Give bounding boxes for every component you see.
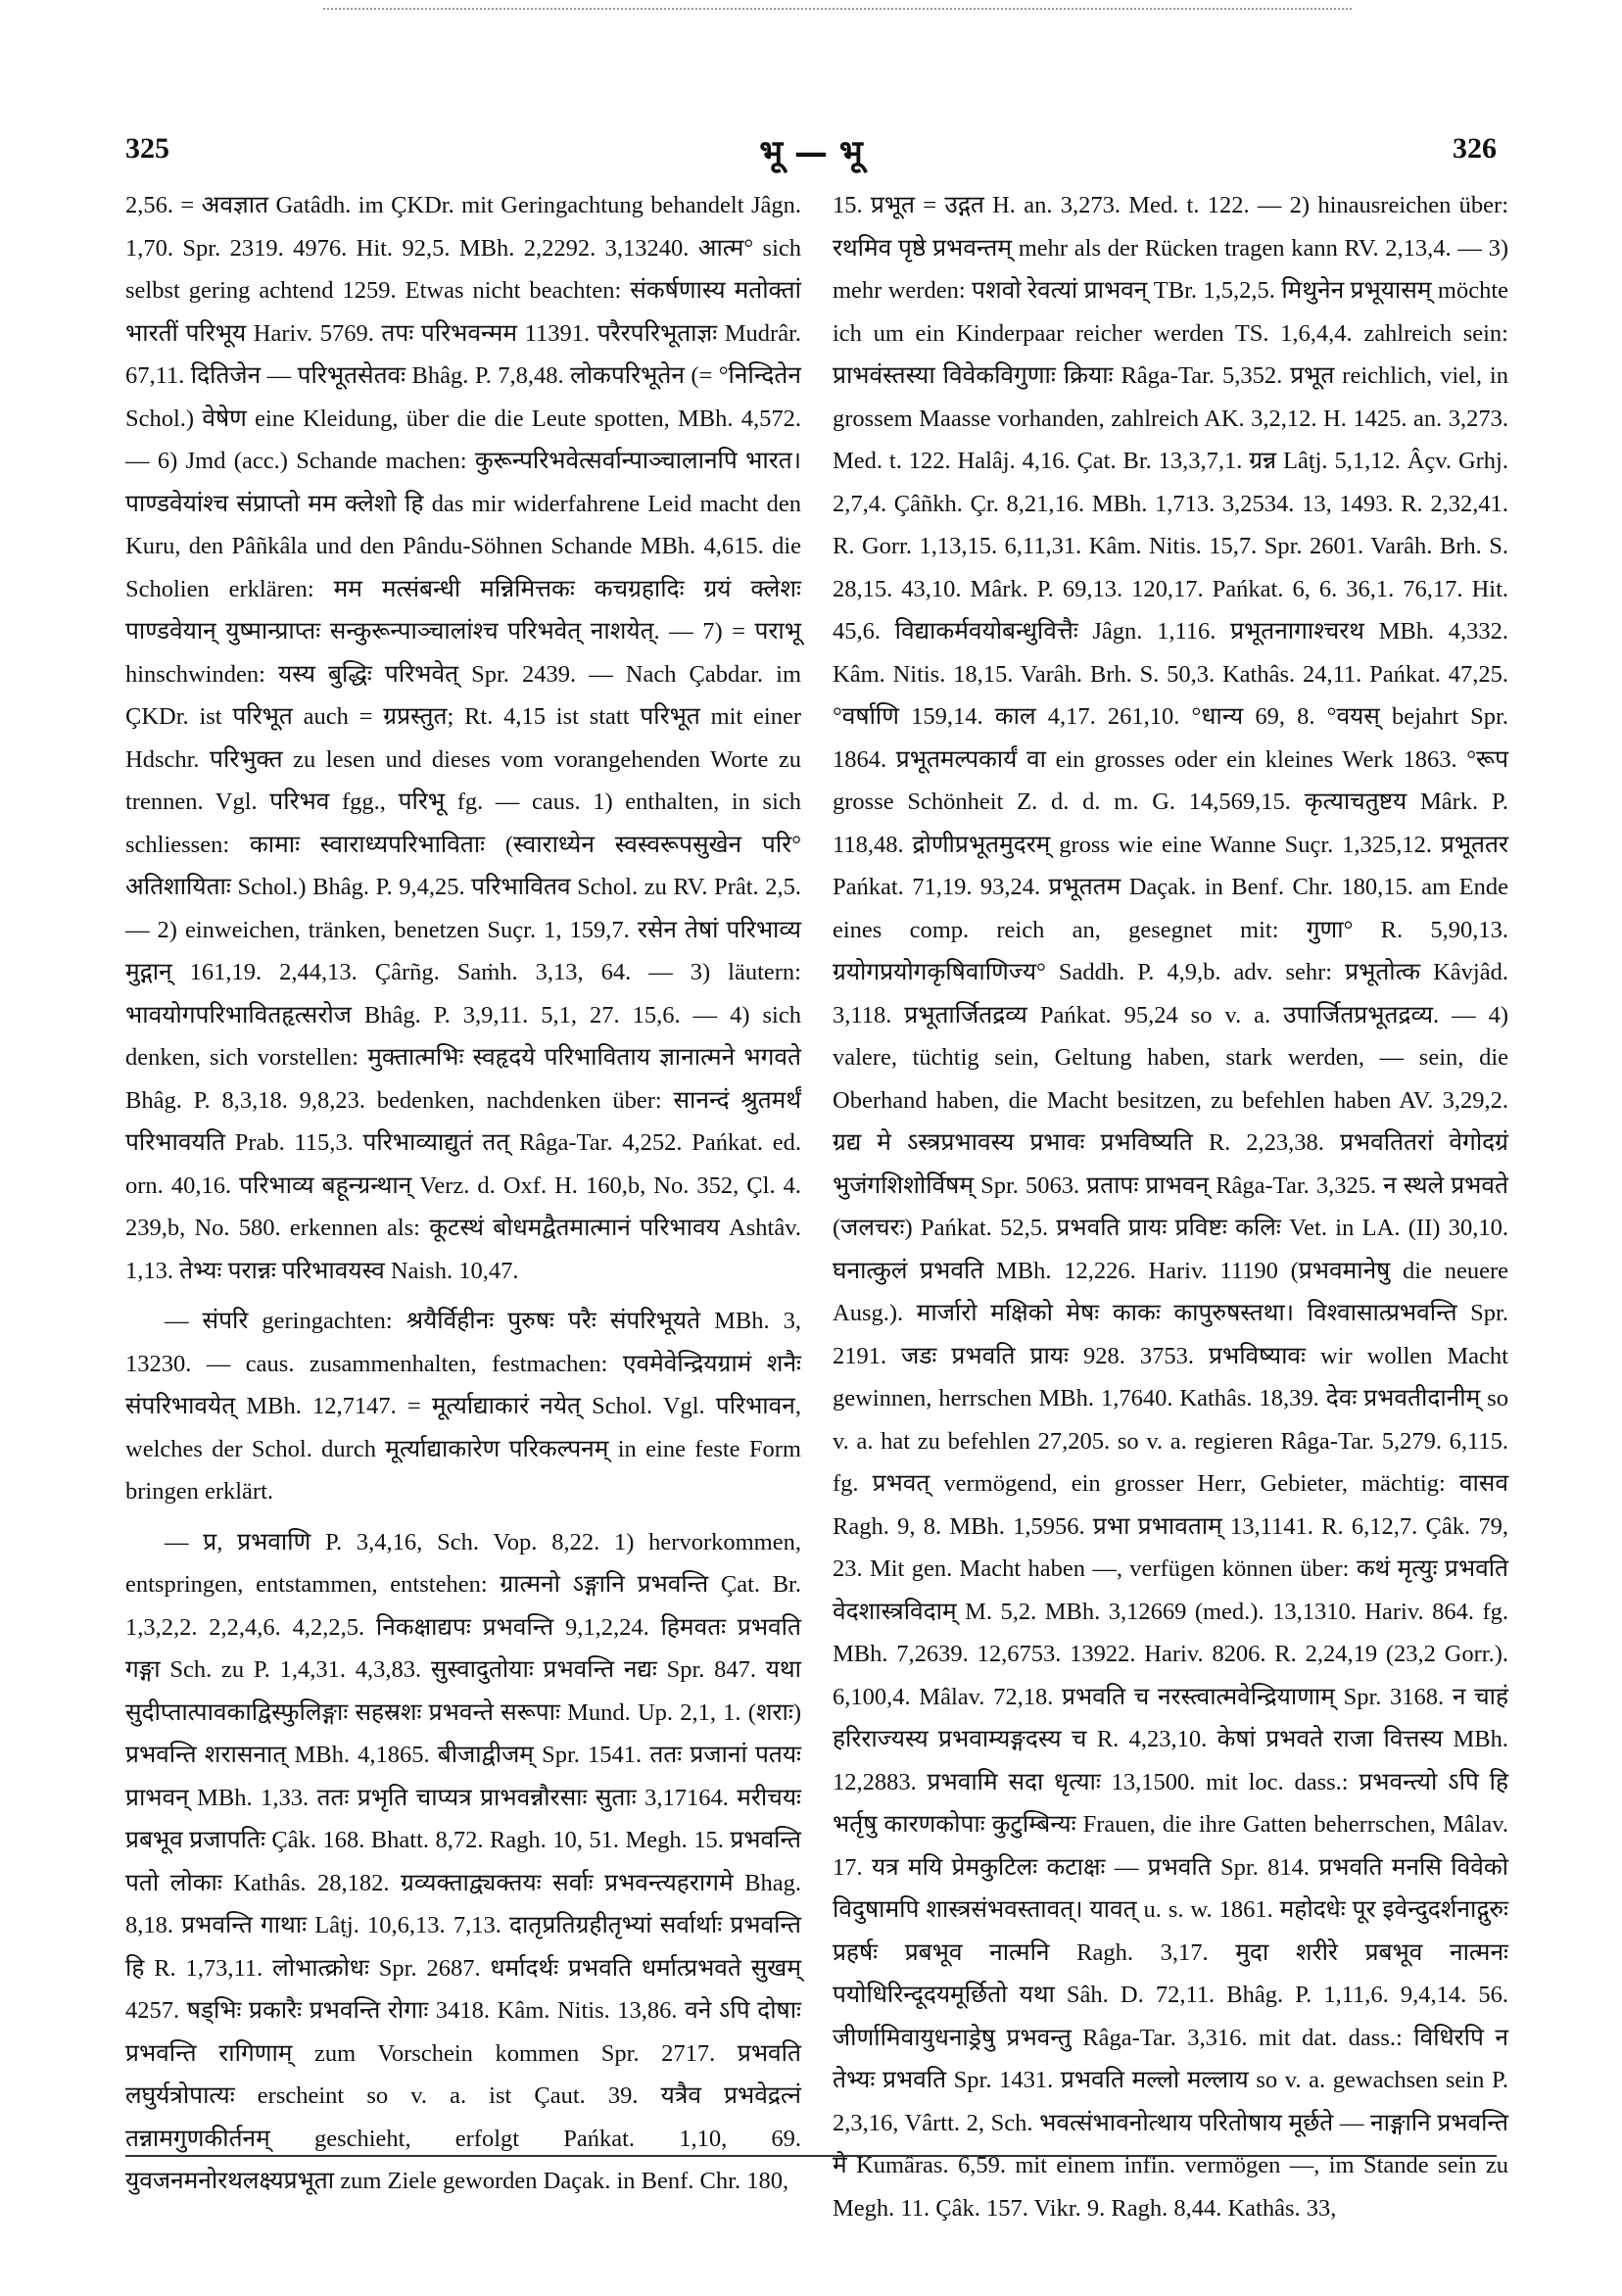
entry-paragraph: — प्र, प्रभवाणि P. 3,4,16, Sch. Vop. 8,22. 1) hervorkommen, entspringen, entstammen, entstehen: ग्रात्मनो ऽङ्गानि प्रभवन्ति Çat. Br. 1,3,2,2. 2,2,4,6. 4,2,2,5. निकक्षाद्यपः प्रभवन्ति 9,1,2,24. हिमवतः प्रभवति गङ्गा Sch. zu P. 1,4,31. 4,3,83. सुस्वादुतोयाः प्रभवन्ति नद्यः Spr. 847. यथा सुदीप्तात्पावकाद्विस्फुलिङ्गाः सहस्रशः प्रभवन्ते सरूपाः Mund. Up. 2,1, 1. (शराः) प्रभवन्ति शरासनात् MBh. 4,1865. बीजाद्वीजम् Spr. 1541. ततः प्रजानां पतयः प्राभवन् MBh. 1,33. ततः प्रभृति चाप्यत्र प्राभवन्नौरसाः सुताः 3,17164. मरीचयः प्रबभूव प्रजापतिः Çâk. 168. Bhatt. 8,72. Ragh. 10, 51. Megh. 15. प्रभवन्ति पतो लोकाः Kathâs. 28,182. ग्रव्यक्ताद्व्यक्तयः सर्वाः प्रभवन्त्यहरागमे Bhag. 8,18. प्रभवन्ति गाथाः Lâṭj. 10,6,13. 7,13. दातृप्रतिग्रहीतृभ्यां सर्वार्थाः प्रभवन्ति हि R. 1,73,11. लोभात्क्रोधः Spr. 2687. धर्मादर्थः प्रभवति धर्मात्प्रभवते सुखम् 4257. षड्भिः प्रकारैः प्रभवन्ति रोगाः 3418. Kâm. Nitis. 13,86. वने ऽपि दोषाः प्रभवन्ति रागिणाम् zum Vorschein kommen Spr. 2717. प्रभवति लघुर्यत्रोपात्यः erscheint so v. a. ist Çaut. 39. यत्रैव प्रभवेद्रत्नं तन्नामगुणकीर्तनम् geschieht, erfolgt Pańkat. 1,10, 69. युवजनमनोरथलक्ष्यप्रभूता zum Ziele geworden Daçak. in Benf. Chr. 180,	[125, 1528, 801, 2194]
bottom-rule	[125, 2155, 1497, 2157]
entry-paragraph: — संपरि geringachten: श्रयैर्विहीनः पुरुषः परैः संपरिभूयते MBh. 3, 13230. — caus. zusammenhalten, festmachen: एवमेवेन्द्रियग्रामं शनैः संपरिभावयेत् MBh. 12,7147. = मूर्त्याद्याकारं नयेत् Schol. Vgl. परिभावन, welches der Schol. durch मूर्त्याद्याकारेण परिकल्पनम् in eine feste Form bringen erklärt.	[125, 1308, 801, 1505]
page-number-left: 325	[125, 132, 169, 165]
scan-top-edge	[323, 8, 1352, 10]
page-header	[125, 132, 1497, 181]
right-column	[833, 184, 1508, 2222]
entry-paragraph: 15. प्रभूत = उद्गत H. an. 3,273. Med. t. 122. — 2) hinausreichen über: रथमिव पृष्ठे प्रभवन्तम् mehr als der Rücken tragen kann RV. 2,13,4. — 3) mehr werden: पशवो रेवत्यां प्राभवन् TBr. 1,5,2,5. मिथुनेन प्रभूयासम् möchte ich um ein Kinderpaar reicher werden TS. 1,6,4,4. zahlreich sein: प्राभवंस्तस्या विवेकविगुणाः क्रियाः Râga-Tar. 5,352. प्रभूत reichlich, viel, in grossem Maasse vorhanden, zahlreich AK. 3,2,12. H. 1425. an. 3,273. Med. t. 122. Halâj. 4,16. Çat. Br. 13,3,7,1. ग्रन्न Lâṭj. 5,1,12. Âçv. Grhj. 2,7,4. Çâñkh. Çr. 8,21,16. MBh. 1,713. 3,2534. 13, 1493. R. 2,32,41. R. Gorr. 1,13,15. 6,11,31. Kâm. Nitis. 15,7. Spr. 2601. Varâh. Brh. S. 28,15. 43,10. Mârk. P. 69,13. 120,17. Pańkat. 6, 6. 36,1. 76,17. Hit. 45,6. विद्याकर्मवयोबन्धुवित्तैः Jâgn. 1,116. प्रभूतनागाश्चरथ MBh. 4,332. Kâm. Nitis. 18,15. Varâh. Brh. S. 50,3. Kathâs. 24,11. Pańkat. 47,25. °वर्षाणि 159,14. काल 4,17. 261,10. °धान्य 69, 8. °वयस् bejahrt Spr. 1864. प्रभूतमल्पकार्यं वा ein grosses oder ein kleines Werk 1863. °रूप grosse Schönheit Z. d. d. m. G. 14,569,15. कृत्याचतुष्टय Mârk. P. 118,48. द्रोणीप्रभूतमुदरम् gross wie eine Wanne Suçr. 1,325,12. प्रभूततर Pańkat. 71,19. 93,24. प्रभूततम Daçak. in Benf. Chr. 180,15. am Ende eines comp. reich an, gesegnet mit: गुणा° R. 5,90,13. ग्रयोगप्रयोगकृषिवाणिज्य° Saddh. P. 4,9,b. adv. sehr: प्रभूतोत्क Kâvjâd. 3,118. प्रभूतार्जितद्रव्य Pańkat. 95,24 so v. a. उपार्जितप्रभूतद्रव्य. — 4) valere, tüchtig sein, Geltung haben, stark werden, — sein, die Oberhand haben, die Macht besitzen, zu befehlen haben AV. 3,29,2. ग्रद्य मे ऽस्त्रप्रभावस्य प्रभावः प्रभविष्यति R. 2,23,38. प्रभवतितरां वेगोदग्रं भुजंगशिशोर्विषम् Spr. 5063. प्रतापः प्राभवन् Râga-Tar. 3,325. न स्थले प्रभवते (जलचरः) Pańkat. 52,5. प्रभवति प्रायः प्रविष्टः कलिः Vet. in LA. (II) 30,10. घनात्कुलं प्रभवति MBh. 12,226. Hariv. 11190 (प्रभवमानेषु die neuere Ausg.). मार्जारो मक्षिको मेषः काकः कापुरुषस्तथा। विश्वासात्प्रभवन्ति Spr. 2191. जडः प्रभवति प्रायः 928. 3753. प्रभविष्यावः wir wollen Macht gewinnen, herrschen MBh. 1,7640. Kathâs. 18,39. देवः प्रभवतीदानीम् so v. a. hat zu befehlen 27,205. so v. a. regieren Râga-Tar. 5,279. 6,115. fg. प्रभवत् vermögend, ein grosser Herr, Gebieter, mächtig: वासव Ragh. 9, 8. MBh. 1,5956. प्रभा प्रभावताम् 13,1141. R. 6,12,7. Çâk. 79, 23. Mit gen. Macht haben —, verfügen können über: कथं मृत्युः प्रभवति वेदशास्त्रविदाम् M. 5,2. MBh. 3,12669 (med.). 13,1310. Hariv. 864. fg. MBh. 7,2639. 12,6753. 13922. Hariv. 8206. R. 2,24,19 (23,2 Gorr.). 6,100,4. Mâlav. 72,18. प्रभवति च नरस्त्वात्मवेन्द्रियाणाम् Spr. 3168. न चाहं हरिराज्यस्य प्रभवाम्यङ्गदस्य च R. 4,23,10. केषां प्रभवते राजा वित्तस्य MBh. 12,2883. प्रभवामि सदा धृत्याः 13,1500. mit loc. dass.: प्रभवन्त्यो ऽपि हि भर्तृषु कारणकोपाः कुटुम्बिन्यः Frauen, die ihre Gatten beherrschen, Mâlav. 17. यत्र मयि प्रेमकुटिलः कटाक्षः — प्रभवति Spr. 814. प्रभवति मनसि विवेको विदुषामपि शास्त्रसंभवस्तावत्। यावत् u. s. w. 1861. महोदधेः पूर इवेन्दुदर्शनाद्गुरुः प्रहर्षः प्रबभूव नात्मनि Ragh. 3,17. मुदा शरीरे प्रबभूव नात्मनः पयोधिरिन्दूदयमूर्छितो यथा Sâh. D. 72,11. Bhâg. P. 1,11,6. 9,4,14. 56. जीर्णामिवायुधनाड्रेषु प्रभवन्तु Râga-Tar. 3,316. mit dat. dass.: विधिरपि न तेभ्यः प्रभवति Spr. 1431. प्रभवति मल्लो मल्लाय so v. a. gewachsen sein P. 2,3,16, Vârtt. 2, Sch. भवत्संभावनोत्थाय परितोषाय मूर्छते — नाङ्गानि प्रभवन्ति मे Kumâras. 6,59. mit einem infin. vermögen —, im Stande sein zu Megh. 11. Çâk. 157. Vikr. 9. Ragh. 8,44. Kathâs. 33,	[833, 192, 1508, 2222]
page-number-right: 326	[1453, 132, 1497, 165]
running-headword: भू — भू	[759, 133, 863, 172]
entry-paragraph: 2,56. = अवज्ञात Gatâdh. im ÇKDr. mit Geringachtung behandelt Jâgn. 1,70. Spr. 2319. 4976. Hit. 92,5. MBh. 2,2292. 3,13240. आत्म° sich selbst gering achtend 1259. Etwas nicht beachten: संकर्षणास्य मतोक्तां भारतीं परिभूय Hariv. 5769. तपः परिभवन्मम 11391. परैरपरिभूताज्ञः Mudrâr. 67,11. दितिजेन — परिभूतसेतवः Bhâg. P. 7,8,48. लोकपरिभूतेन (= °निन्दितेन Schol.) वेषेण eine Kleidung, über die die Leute spotten, MBh. 4,572. — 6) Jmd (acc.) Schande machen: कुरून्परिभवेत्सर्वान्पाञ्चालानपि भारत। पाण्डवेयांश्च संप्राप्तो मम क्लेशो हि das mir widerfahrene Leid macht den Kuru, den Pâñkâla und den Pându-Söhnen Schande MBh. 4,615. die Scholien erklären: मम मत्संबन्धी मन्निमित्तकः कचग्रहादिः ग्रयं क्लेशः पाण्डवेयान् युष्मान्प्राप्तः सन्कुरून्पाञ्चालांश्च परिभवेत् नाशयेत्. — 7) = पराभू hinschwinden: यस्य बुद्धिः परिभवेत् Spr. 2439. — Nach Çabdar. im ÇKDr. ist परिभूत auch = ग्रप्रस्तुत; Rt. 4,15 ist statt परिभूत mit einer Hdschr. परिभुक्त zu lesen und dieses vom vorangehenden Worte zu trennen. Vgl. परिभव fgg., परिभू fg. — caus. 1) enthalten, in sich schliessen: कामाः स्वाराध्यपरिभाविताः (स्वाराध्येन स्वस्वरूपसुखेन परि° अतिशायिताः Schol.) Bhâg. P. 9,4,25. परिभावितव Schol. zu RV. Prât. 2,5. — 2) einweichen, tränken, benetzen Suçr. 1, 159,7. रसेन तेषां परिभाव्य मुद्गान् 161,19. 2,44,13. Çârñg. Saṁh. 3,13, 64. — 3) läutern: भावयोगपरिभावितहृत्सरोज Bhâg. P. 3,9,11. 5,1, 27. 15,6. — 4) sich denken, sich vorstellen: मुक्तात्मभिः स्वहृदये परिभाविताय ज्ञानात्मने भगवते Bhâg. P. 8,3,18. 9,8,23. bedenken, nachdenken über: सानन्दं श्रुतमर्थं परिभावयति Prab. 115,3. परिभाव्याद्युतं तत् Râga-Tar. 4,252. Pańkat. ed. orn. 40,16. परिभाव्य बहून्ग्रन्थान् Verz. d. Oxf. H. 160,b, No. 352, Çl. 4. 239,b, No. 580. erkennen als: कूटस्थं बोधमद्वैतमात्मानं परिभावय Ashtâv. 1,13. तेभ्यः परान्नः परिभावयस्व Naish. 10,47.	[125, 192, 801, 1284]
left-column	[125, 184, 801, 2194]
